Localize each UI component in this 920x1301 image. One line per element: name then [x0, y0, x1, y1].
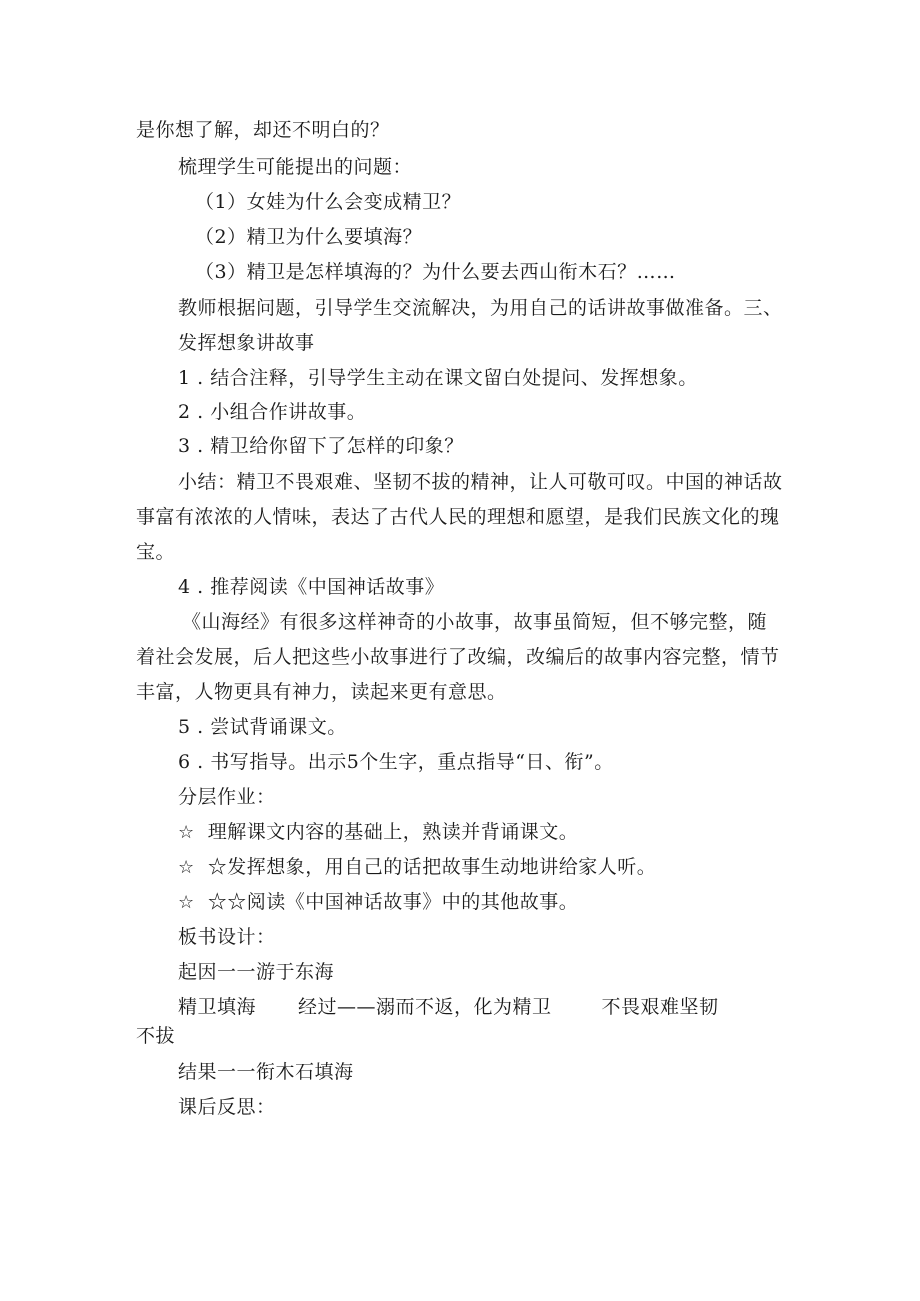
- question-1: （1）女娃为什么会变成精卫？: [195, 191, 462, 213]
- homework-item-3: [178, 890, 578, 915]
- step-6: 6 . 书写指导。出示5个生字，重点指导“日、衔”。: [178, 751, 614, 773]
- board-trait-continued: 不拔: [136, 1025, 176, 1047]
- star-icon: ☆: [178, 822, 195, 843]
- step-1: 1 . 结合注释，引导学生主动在课文留白处提问、发挥想象。: [178, 367, 698, 389]
- question-2: （2）精卫为什么要填海？: [195, 226, 423, 248]
- board-cause: 起因一一游于东海: [178, 961, 335, 983]
- step-3: 3 . 精卫给你留下了怎样的印象？: [178, 435, 464, 457]
- shanhai-line-3: 丰富，人物更具有神力，读起来更有意思。: [136, 681, 507, 703]
- shanhai-line-2: 着社会发展，后人把这些小故事进行了改编，改编后的故事内容完整，情节: [136, 646, 780, 668]
- sort-questions-line: 梳理学生可能提出的问题：: [178, 156, 413, 178]
- homework-item-2: [178, 855, 656, 880]
- homework-item-1-text: 理解课文内容的基础上，熟读并背诵课文。: [207, 821, 579, 843]
- board-trait: 不畏艰难坚韧: [601, 996, 719, 1018]
- homework-item-3-text: ☆☆阅读《中国神话故事》中的其他故事。: [207, 891, 579, 913]
- step-5: 5 . 尝试背诵课文。: [178, 716, 347, 738]
- star-icon: ☆: [178, 892, 195, 913]
- question-3: （3）精卫是怎样填海的？为什么要去西山衔木石？……: [195, 261, 676, 283]
- summary-line-1: 小结：精卫不畏艰难、坚韧不拔的精神，让人可敬可叹。中国的神话故: [178, 471, 783, 493]
- homework-item-1: [178, 820, 578, 845]
- board-process: 经过——溺而不返，化为精卫: [298, 996, 552, 1018]
- step-4: 4 . 推荐阅读《中国神话故事》: [178, 576, 445, 598]
- board-main-title: 精卫填海: [178, 996, 257, 1018]
- guide-line-2: 发挥想象讲故事: [178, 332, 315, 354]
- star-icon: ☆: [178, 857, 195, 878]
- guide-line-1: 教师根据问题，引导学生交流解决，为用自己的话讲故事做准备。三、: [178, 297, 783, 319]
- step-2: 2 . 小组合作讲故事。: [178, 401, 367, 423]
- homework-item-2-text: ☆发挥想象，用自己的话把故事生动地讲给家人听。: [207, 856, 657, 878]
- homework-title: 分层作业：: [178, 786, 276, 808]
- board-result: 结果一一衔木石填海: [178, 1061, 354, 1083]
- board-design-title: 板书设计：: [178, 926, 276, 948]
- reflection-title: 课后反思：: [178, 1096, 276, 1118]
- board-main-row: [178, 995, 719, 1019]
- summary-line-3: 宝。: [136, 541, 176, 563]
- shanhai-line-1: 《山海经》有很多这样神奇的小故事，故事虽简短，但不够完整，随: [182, 611, 768, 633]
- intro-line: 是你想了解，却还不明白的？: [136, 119, 390, 141]
- summary-line-2: 事富有浓浓的人情味，表达了古代人民的理想和愿望，是我们民族文化的瑰: [136, 506, 780, 528]
